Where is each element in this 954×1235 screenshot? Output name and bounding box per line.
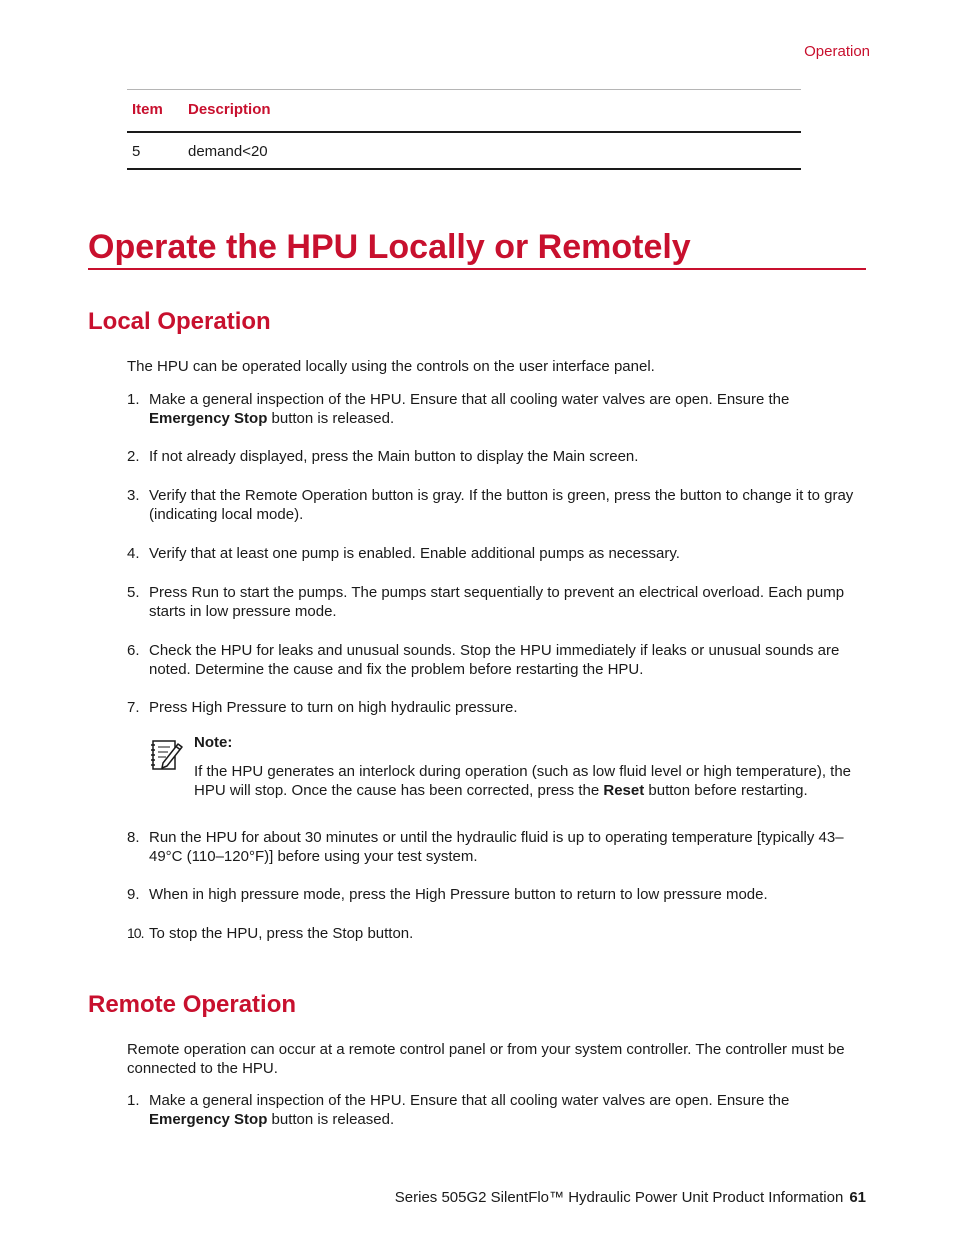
step-text: When in high pressure mode, press the High Pressure button to return to low pressure mode. — [149, 886, 768, 903]
page-title: Operate the HPU Locally or Remotely — [88, 226, 866, 270]
page-number: 61 — [849, 1189, 866, 1206]
table-cell-description: demand<20 — [188, 143, 268, 160]
local-operation-intro: The HPU can be operated locally using the controls on the user interface panel. — [127, 358, 655, 375]
reset-label: Reset — [603, 782, 645, 799]
step-text: Verify that at least one pump is enabled. Enable additional pumps as necessary. — [149, 545, 680, 562]
note-pencil-icon — [149, 737, 185, 773]
step-number: 1. — [127, 391, 140, 408]
step-number: 8. — [127, 829, 140, 846]
remote-operation-heading: Remote Operation — [88, 991, 297, 1018]
step-text: To stop the HPU, press the Stop button. — [149, 925, 414, 942]
table-header-description: Description — [188, 101, 271, 118]
step-number: 3. — [127, 487, 140, 504]
step-text: Verify that the Remote Operation button is gray. If the button is green, press the button to change it to gray (indicating local mode). — [149, 487, 854, 523]
table-row — [127, 133, 801, 170]
step-number: 7. — [127, 699, 140, 716]
table-header-item: Item — [132, 101, 163, 118]
step-text: Make a general inspection of the HPU. Ensure that all cooling water valves are open. Ensure the Emergency Stop button is released. — [149, 391, 790, 427]
step-text: Make a general inspection of the HPU. Ensure that all cooling water valves are open. Ensure the Emergency Stop button is released. — [149, 1092, 790, 1128]
running-head: Operation — [804, 43, 870, 60]
emergency-stop-label: Emergency Stop — [149, 410, 268, 427]
step-text: Run the HPU for about 30 minutes or until the hydraulic fluid is up to operating temperature [typically 43–49°C (110–120°F)] before using your test system. — [149, 829, 844, 865]
remote-operation-intro: Remote operation can occur at a remote control panel or from your system controller. The controller must be connected to the HPU. — [127, 1041, 845, 1077]
note-text: If the HPU generates an interlock during operation (such as low fluid level or high temperature), the HPU will stop. Once the cause has been corrected, press the Reset button before restarting. — [194, 763, 852, 799]
step-number: 9. — [127, 886, 140, 903]
step-text: If not already displayed, press the Main button to display the Main screen. — [149, 448, 639, 465]
step-text: Check the HPU for leaks and unusual sounds. Stop the HPU immediately if leaks or unusual sounds are noted. Determine the cause and fix the problem before restarting the HPU. — [149, 642, 840, 678]
emergency-stop-label: Emergency Stop — [149, 1111, 268, 1128]
page-footer — [395, 1189, 866, 1206]
step-number: 5. — [127, 584, 140, 601]
step-text: Press High Pressure to turn on high hydraulic pressure. — [149, 699, 518, 716]
table-header-row — [127, 89, 801, 133]
step-number: 4. — [127, 545, 140, 562]
note-label: Note: — [194, 734, 233, 751]
local-operation-heading: Local Operation — [88, 308, 271, 335]
step-number: 2. — [127, 448, 140, 465]
table-cell-item: 5 — [132, 143, 141, 160]
footer-title: Series 505G2 SilentFlo™ Hydraulic Power Unit Product Information — [394, 1189, 844, 1206]
step-number: 1. — [127, 1092, 140, 1109]
step-text: Press Run to start the pumps. The pumps start sequentially to prevent an electrical overload. Each pump starts in low pressure mode. — [149, 584, 845, 620]
step-number: 10. — [127, 925, 144, 941]
step-number: 6. — [127, 642, 140, 659]
